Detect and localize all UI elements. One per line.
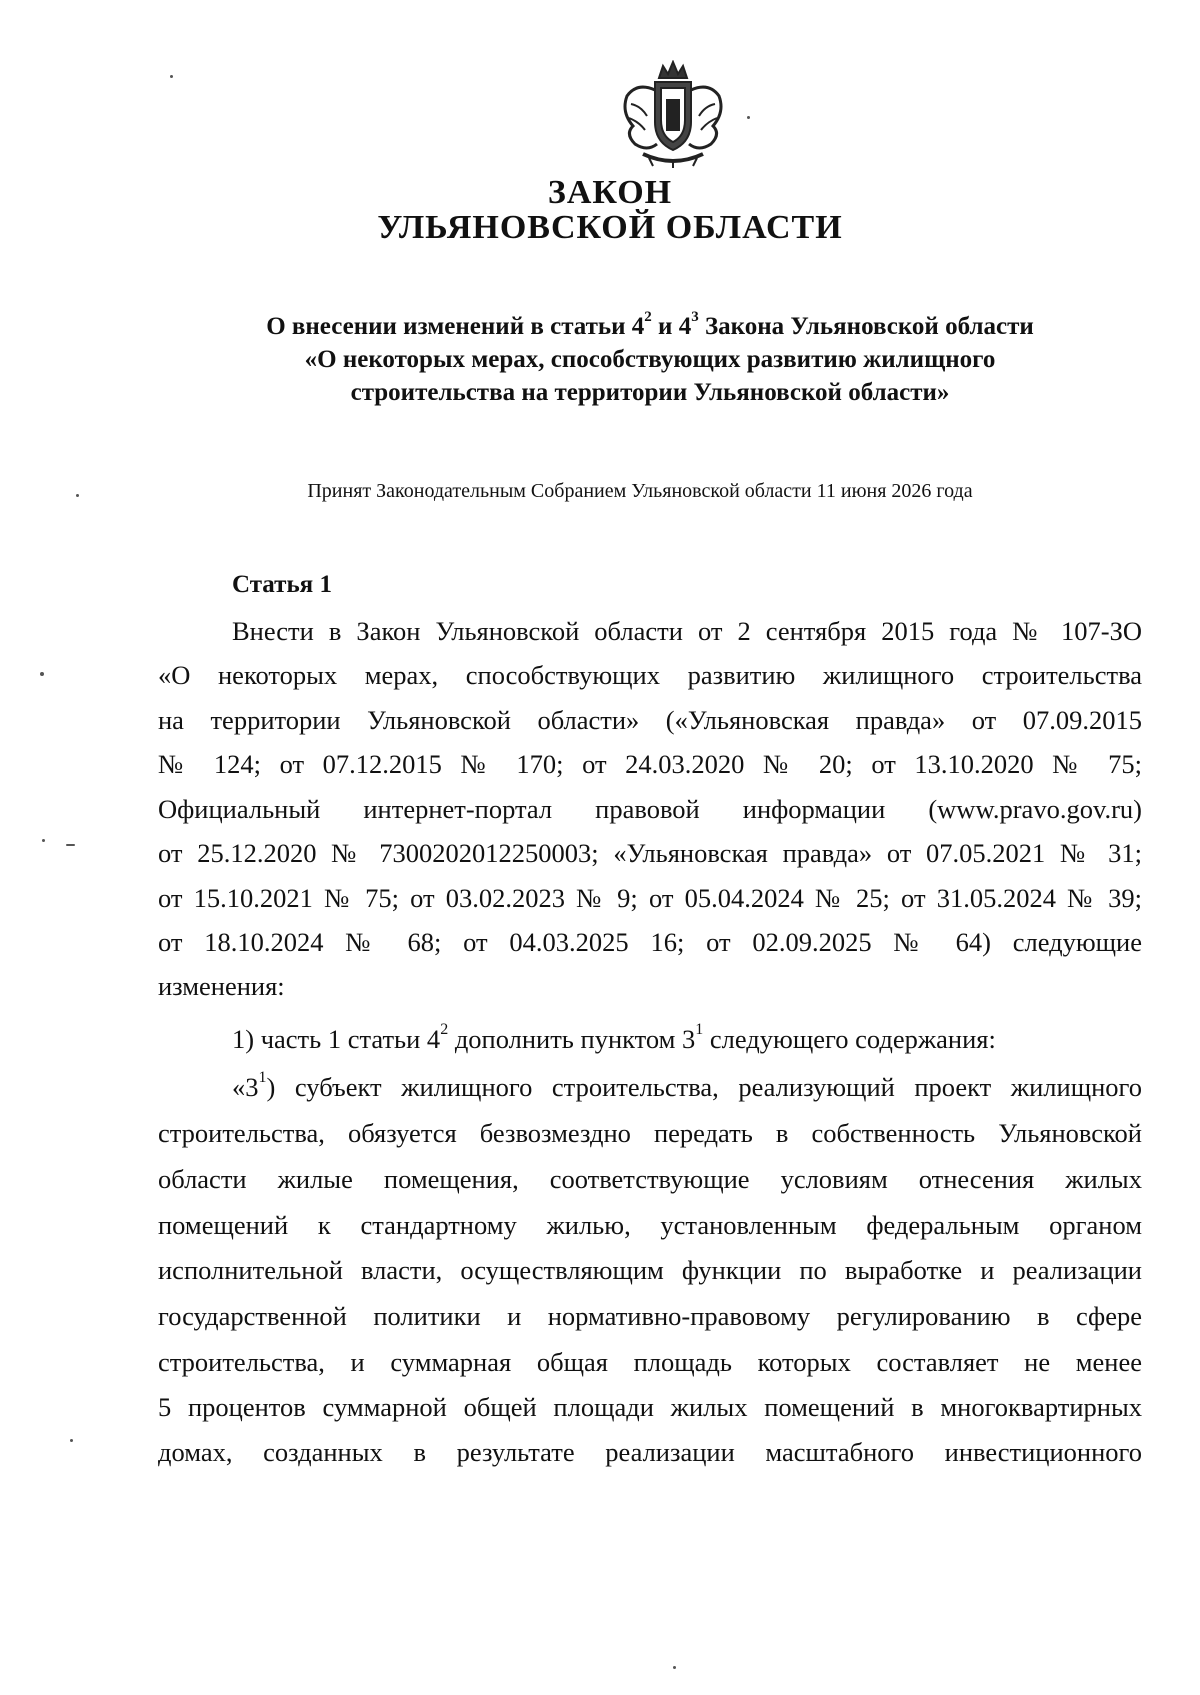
body-line: от 15.10.2021 № 75; от 03.02.2023 № 9; от 05.04.2024 № 25; от 31.05.2024 № 39; <box>158 883 1142 913</box>
quote-line: 5 процентов суммарной общей площади жилых помещений в многоквартирных <box>158 1392 1142 1422</box>
adoption-note: Принят Законодательным Собранием Ульяновской области 11 июня 2026 года <box>307 480 973 502</box>
body-line: Внести в Закон Ульяновской области от 2 сентября 2015 года № 107-ЗО <box>232 616 1142 646</box>
law-region-title: УЛЬЯНОВСКОЙ ОБЛАСТИ <box>377 209 843 246</box>
quote-line: области жилые помещения, соответствующие условиям отнесения жилых <box>158 1164 1142 1194</box>
body-line: «О некоторых мерах, способствующих развитию жилищного строительства <box>158 660 1142 690</box>
law-subtitle-line-1: О внесении изменений в статьи $4^2$ и $4^3$ Закона Ульяновской области <box>266 309 1034 340</box>
quote-line: домах, созданных в результате реализации масштабного инвестиционного <box>158 1437 1142 1467</box>
law-subtitle-line-2: «О некоторых мерах, способствующих развитию жилищного <box>304 346 996 373</box>
body-line: Официальный интернет-портал правовой информации (www.pravo.gov.ru) <box>158 794 1142 824</box>
body-line: на территории Ульяновской области» («Ульяновская правда» от 07.09.2015 <box>158 705 1142 735</box>
quote-line: строительства, обязуется безвозмездно передать в собственность Ульяновской <box>158 1118 1142 1148</box>
body-line: от 18.10.2024 № 68; от 04.03.2025 16; от 02.09.2025 № 64) следующие <box>158 927 1142 957</box>
amendment-item-1: 1) часть 1 статьи $4^2$ дополнить пунктом $3^1$ следующего содержания: <box>232 1021 996 1054</box>
quote-line: строительства, и суммарная общая площадь которых составляет не менее <box>158 1347 1142 1377</box>
quote-line: помещений к стандартному жилью, установленным федеральным органом <box>158 1210 1142 1240</box>
quote-line: государственной политики и нормативно-правовому регулированию в сфере <box>158 1301 1142 1331</box>
quote-line: исполнительной власти, осуществляющим функции по выработке и реализации <box>158 1255 1142 1285</box>
coat-of-arms-emblem <box>613 60 733 170</box>
body-line: от 25.12.2020 № 7300202012250003; «Ульяновская правда» от 07.05.2021 № 31; <box>158 838 1142 868</box>
body-line: изменения: <box>158 971 285 1001</box>
law-subtitle-line-3: строительства на территории Ульяновской области» <box>350 379 950 406</box>
article-heading: Статья 1 <box>232 571 332 598</box>
quote-line: «$3^1$) субъект жилищного строительства, реализующий проект жилищного <box>232 1069 1142 1102</box>
law-title: ЗАКОН <box>547 174 673 211</box>
body-line: № 124; от 07.12.2015 № 170; от 24.03.2020 № 20; от 13.10.2020 № 75; <box>158 749 1142 779</box>
